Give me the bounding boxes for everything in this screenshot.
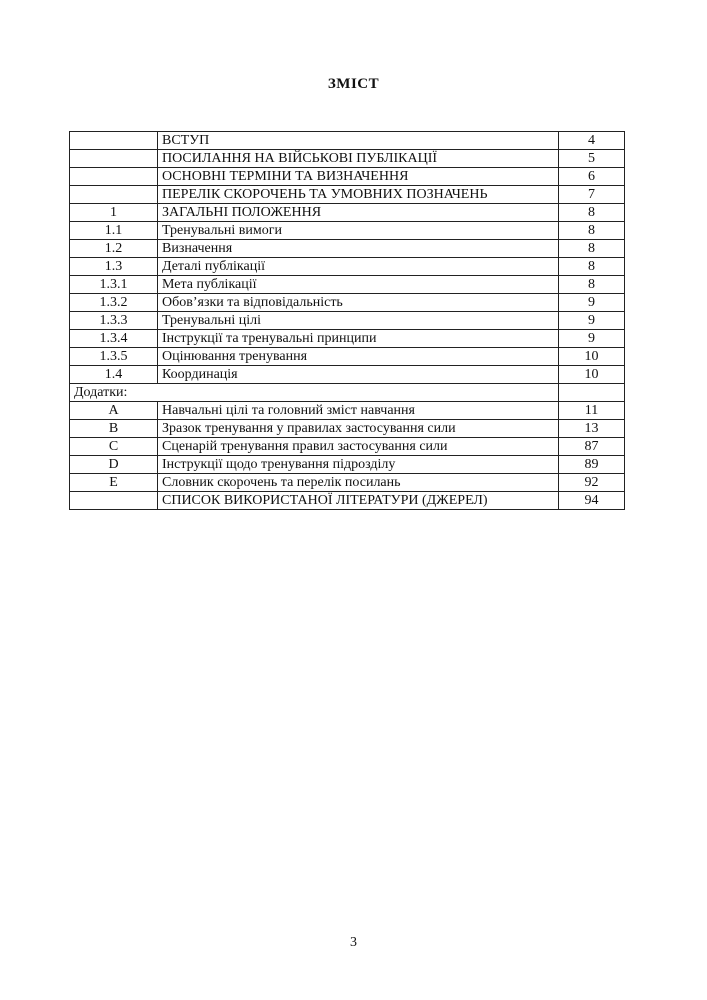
appendix-letter: A [70,402,158,420]
section-title: ОСНОВНІ ТЕРМІНИ ТА ВИЗНАЧЕННЯ [158,168,559,186]
section-page: 10 [559,366,625,384]
appendix-letter: C [70,438,158,456]
section-number: 1.4 [70,366,158,384]
section-number: 1.3.3 [70,312,158,330]
table-of-contents [69,131,625,510]
section-number [70,132,158,150]
toc-row [70,294,625,312]
section-number [70,150,158,168]
page-number: 3 [350,935,357,950]
section-number [70,168,158,186]
section-title: Обов’язки та відповідальність [158,294,559,312]
appendix-header-row [70,384,625,402]
appendix-title: Інструкції щодо тренування підрозділу [158,456,559,474]
section-page: 7 [559,186,625,204]
appendix-letter: D [70,456,158,474]
toc-row [70,150,625,168]
section-title: Координація [158,366,559,384]
section-title: Деталі публікації [158,258,559,276]
toc-row [70,366,625,384]
toc-row [70,222,625,240]
appendix-header-page [559,384,625,402]
section-page: 8 [559,276,625,294]
toc-row [70,204,625,222]
section-number: 1.3.1 [70,276,158,294]
section-title: ЗАГАЛЬНІ ПОЛОЖЕННЯ [158,204,559,222]
appendix-page: 89 [559,456,625,474]
page-title: ЗМІСТ [327,76,380,92]
appendix-row [70,438,625,456]
toc-row [70,240,625,258]
section-title: Визначення [158,240,559,258]
appendix-header: Додатки: [70,384,559,402]
toc-row [70,168,625,186]
section-page: 6 [559,168,625,186]
section-page: 8 [559,204,625,222]
appendix-title: Навчальні цілі та головний зміст навчання [158,402,559,420]
toc-row [70,330,625,348]
toc-row [70,276,625,294]
appendix-page: 13 [559,420,625,438]
appendix-page: 87 [559,438,625,456]
section-title: ВСТУП [158,132,559,150]
toc-row [70,132,625,150]
section-title: Тренувальні цілі [158,312,559,330]
section-page: 9 [559,330,625,348]
toc-row [70,312,625,330]
appendix-title: Сценарій тренування правил застосування сили [158,438,559,456]
appendix-title: Зразок тренування у правилах застосування сили [158,420,559,438]
section-number: 1.3.4 [70,330,158,348]
section-number: 1 [70,204,158,222]
appendix-letter: B [70,420,158,438]
toc-row [70,348,625,366]
section-number: 1.3.2 [70,294,158,312]
toc-row [70,258,625,276]
appendix-row [70,420,625,438]
appendix-row [70,456,625,474]
section-title: Оцінювання тренування [158,348,559,366]
section-title: ПОСИЛАННЯ НА ВІЙСЬКОВІ ПУБЛІКАЦІЇ [158,150,559,168]
appendix-row [70,474,625,492]
section-page: 5 [559,150,625,168]
section-page: 9 [559,294,625,312]
appendix-letter [70,492,158,510]
toc-row [70,186,625,204]
appendix-title: Словник скорочень та перелік посилань [158,474,559,492]
section-page: 8 [559,240,625,258]
section-page: 8 [559,258,625,276]
appendix-row [70,492,625,510]
section-title: Тренувальні вимоги [158,222,559,240]
section-number: 1.2 [70,240,158,258]
section-number: 1.3.5 [70,348,158,366]
appendix-page: 94 [559,492,625,510]
appendix-title: СПИСОК ВИКОРИСТАНОЇ ЛІТЕРАТУРИ (ДЖЕРЕЛ) [158,492,559,510]
appendix-page: 11 [559,402,625,420]
section-title: Інструкції та тренувальні принципи [158,330,559,348]
section-title: Мета публікації [158,276,559,294]
section-page: 8 [559,222,625,240]
appendix-letter: E [70,474,158,492]
section-page: 10 [559,348,625,366]
section-title: ПЕРЕЛІК СКОРОЧЕНЬ ТА УМОВНИХ ПОЗНАЧЕНЬ [158,186,559,204]
section-page: 4 [559,132,625,150]
appendix-row [70,402,625,420]
section-number: 1.1 [70,222,158,240]
appendix-page: 92 [559,474,625,492]
section-page: 9 [559,312,625,330]
section-number [70,186,158,204]
section-number: 1.3 [70,258,158,276]
